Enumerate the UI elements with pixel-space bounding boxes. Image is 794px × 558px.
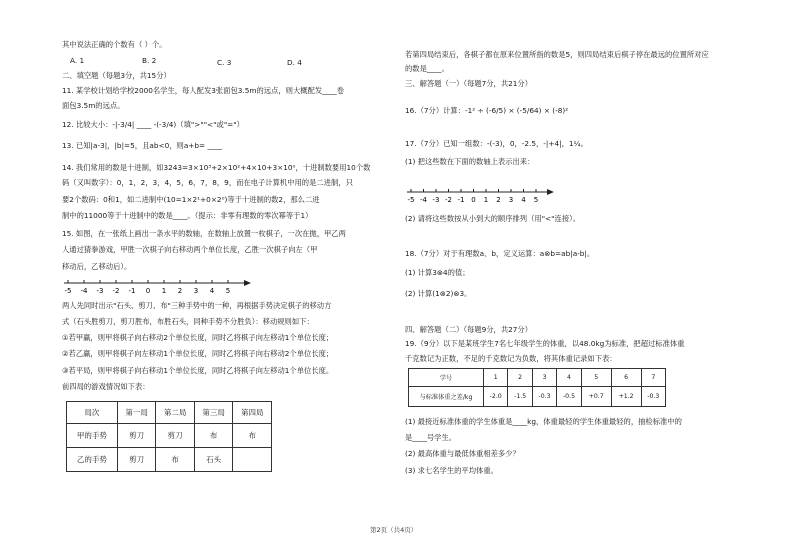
axis-tick-label: -1	[128, 287, 136, 295]
q19-c: (3) 求七名学生的平均体重。	[405, 466, 498, 475]
axis-tick-label: -5	[64, 287, 72, 295]
axis-tick-label: 2	[177, 287, 183, 295]
q19-a: (1) 最接近标准体重的学生体重是____kg，体重最轻的学生体重最轻的，抽检标准中的	[405, 417, 682, 426]
game-cell: 乙的手势	[67, 448, 118, 472]
game-cell: 石头	[194, 448, 233, 472]
weight-cell: +1.2	[611, 387, 641, 407]
q18-line2: (1) 计算3⊗4的值；	[405, 268, 470, 277]
axis-tick-label: -2	[445, 196, 452, 204]
weight-header-cell: 1	[484, 369, 508, 387]
section2-title: 二、填空题（每题3分，共15分）	[62, 71, 171, 80]
axis-tick-label: 1	[483, 196, 489, 204]
q15-line2: 人通过猜拳游戏，甲胜一次棋子向右移动两个单位长度，乙胜一次棋子向左（甲	[62, 245, 318, 254]
q19-line2: 千克数记为正数，不足的千克数记为负数，将其体重记录如下表：	[405, 354, 617, 363]
weight-cell: -0.3	[532, 387, 556, 407]
game-cell: 剪刀	[117, 448, 156, 472]
section4-title: 四、解答题（二）（每题9分，共27分）	[405, 325, 533, 334]
axis-tick-label: 0	[471, 196, 476, 204]
game-header-cell: 局次	[67, 402, 118, 424]
q10-option-a: A. 1	[70, 56, 85, 65]
axis-tick-label: -3	[432, 196, 440, 204]
rules-line5: ③若平局，则甲将棋子向右移动1个单位长度，同时乙将棋子向左移动1个单位长度。	[62, 366, 334, 375]
q18-line1: 18.（7分）对于有理数a、b，定义运算：a⊗b=ab|a-b|。	[405, 249, 595, 258]
q16: 16.（7分）计算：-1² ÷ (-6/5) × (-5/64) × (-8)²	[405, 106, 569, 115]
q15-line1: 15. 如图，在一张纸上画出一条水平的数轴，在数轴上放置一枚棋子，一次在抛，甲乙两	[62, 229, 346, 238]
q11-line1: 11. 某学校计划给学校2000名学生，每人配发3张面包3.5m的远点，则大概配发____卷	[62, 86, 345, 95]
q10-tail: 其中说法正确的个数有（ ）个。	[62, 40, 167, 49]
weight-cell: -0.5	[557, 387, 581, 407]
q10-option-b: B. 2	[142, 56, 157, 65]
axis-tick-label: 5	[533, 196, 539, 204]
game-cell: 布	[194, 424, 233, 448]
q18-line3: (2) 计算(1⊗2)⊗3。	[405, 289, 472, 298]
axis-tick-label: -4	[420, 196, 427, 204]
weight-header-cell: 3	[532, 369, 556, 387]
game-header-cell: 第三局	[194, 402, 233, 424]
weight-cell: -0.3	[641, 387, 665, 407]
game-table	[66, 401, 272, 472]
weight-header-cell: 7	[641, 369, 665, 387]
q10-option-d: D. 4	[287, 58, 302, 67]
weight-header-cell: 学号	[409, 369, 484, 387]
game-cell: 布	[233, 424, 272, 448]
axis-tick-label: 0	[145, 287, 151, 295]
axis-tick-label: 4	[209, 287, 215, 295]
axis-tick-label: -5	[407, 196, 415, 204]
page-footer: 第2页（共4页）	[370, 526, 418, 534]
q17-line3: (2) 请将这些数按从小到大的顺序排列（用"<"连接）。	[405, 214, 581, 223]
q14-line1: 14. 我们常用的数是十进制，如3243=3×10³+2×10²+4×10+3×10⁰，十进制数要用10个数	[62, 163, 371, 172]
q14-line2: 码（又叫数字）：0，1，2，3，4，5，6，7，8，9，而在电子计算机中用的是二进制，只	[62, 178, 353, 187]
q10-option-c: C. 3	[217, 58, 232, 67]
q19-b: (2) 最高体重与最低体重相差多少？	[405, 449, 520, 458]
axis-tick-label: 5	[225, 287, 231, 295]
q17-line1: 17.（7分）已知一组数：-(-3)，0，-2.5，-|+4|，1¼。	[405, 139, 588, 148]
weight-header-cell: 4	[557, 369, 581, 387]
game-cell: 布	[156, 448, 195, 472]
rules-line3: ①若甲赢，则甲将棋子向右移动2个单位长度，同时乙将棋子向左移动1个单位长度；	[62, 333, 334, 342]
rules-line2: 式（石头胜剪刀，剪刀胜布，布胜石头，同种手势不分胜负）：移动规则如下：	[62, 317, 314, 326]
number-line-right	[405, 186, 555, 210]
axis-tick-label: 3	[508, 196, 514, 204]
q19-a2: 是____号学生。	[405, 433, 457, 442]
q14-line3: 要2个数码：0和1，如二进制中(10=1×2¹+0×2⁰)等于十进制的数2，那么二进	[62, 195, 320, 204]
weight-cell: +0.7	[581, 387, 611, 407]
game-header-cell: 第一局	[117, 402, 156, 424]
axis-tick-label: 1	[161, 287, 167, 295]
game-header-cell: 第二局	[156, 402, 195, 424]
q19-line1: 19.（9分）以下是某班学生7名七年级学生的体重，以48.0kg为标准，把超过标准体重	[405, 339, 685, 348]
axis-tick-label: -2	[112, 287, 120, 295]
axis-tick-label: 4	[521, 196, 526, 204]
game-cell: 甲的手势	[67, 424, 118, 448]
weight-header-cell: 6	[611, 369, 641, 387]
q14-line4: 制中的11000等于十进制中的数是____。（提示：非零有理数的零次幂等于1）	[62, 211, 313, 220]
section3-title: 三、解答题（一）（每题7分，共21分）	[405, 79, 533, 88]
rules-line1: 两人先同时出示"石头、剪刀、布"三种手势中的一种，再根据手势决定棋子的移动方	[62, 301, 332, 310]
game-cell: 剪刀	[117, 424, 156, 448]
weight-table	[408, 368, 666, 407]
weight-cell: -2.0	[484, 387, 508, 407]
game-cell	[233, 448, 272, 472]
game-header-cell: 第四局	[233, 402, 272, 424]
axis-tick-label: -1	[457, 196, 465, 204]
axis-tick-label: 3	[193, 287, 199, 295]
top-line1: 若第四局结束后，各棋子都在原来位置所指的数是5，则四局结束后棋子停在最远的位置所对应	[405, 50, 709, 59]
axis-tick-label: -4	[80, 287, 88, 295]
q11-line2: 面包3.5m的远点。	[62, 101, 125, 110]
q13: 13. 已知|a-3|，|b|=5，且ab<0，则a+b= ____	[62, 141, 223, 150]
q17-line2: (1) 把这些数在下面的数轴上表示出来：	[405, 157, 535, 166]
rules-line4: ②若乙赢，则甲将棋子向左移动1个单位长度，同时乙将棋子向右移动2个单位长度；	[62, 349, 334, 358]
weight-cell: -1.5	[508, 387, 532, 407]
axis-tick-label: -3	[96, 287, 104, 295]
weight-header-cell: 5	[581, 369, 611, 387]
weight-cell: 与标准体重之差/kg	[409, 387, 484, 407]
rules-line6: 前四局的游戏情况如下表：	[62, 382, 150, 391]
q12: 12. 比较大小：-|-3/4| ____ -(-3/4)（填">""<"或"="）	[62, 120, 244, 129]
game-cell: 剪刀	[156, 424, 195, 448]
number-line-left	[62, 277, 252, 301]
q15-line3: 移动后，乙移动后）。	[62, 262, 132, 271]
top-line2: 的数是____。	[405, 64, 449, 73]
weight-header-cell: 2	[508, 369, 532, 387]
axis-tick-label: 2	[496, 196, 501, 204]
